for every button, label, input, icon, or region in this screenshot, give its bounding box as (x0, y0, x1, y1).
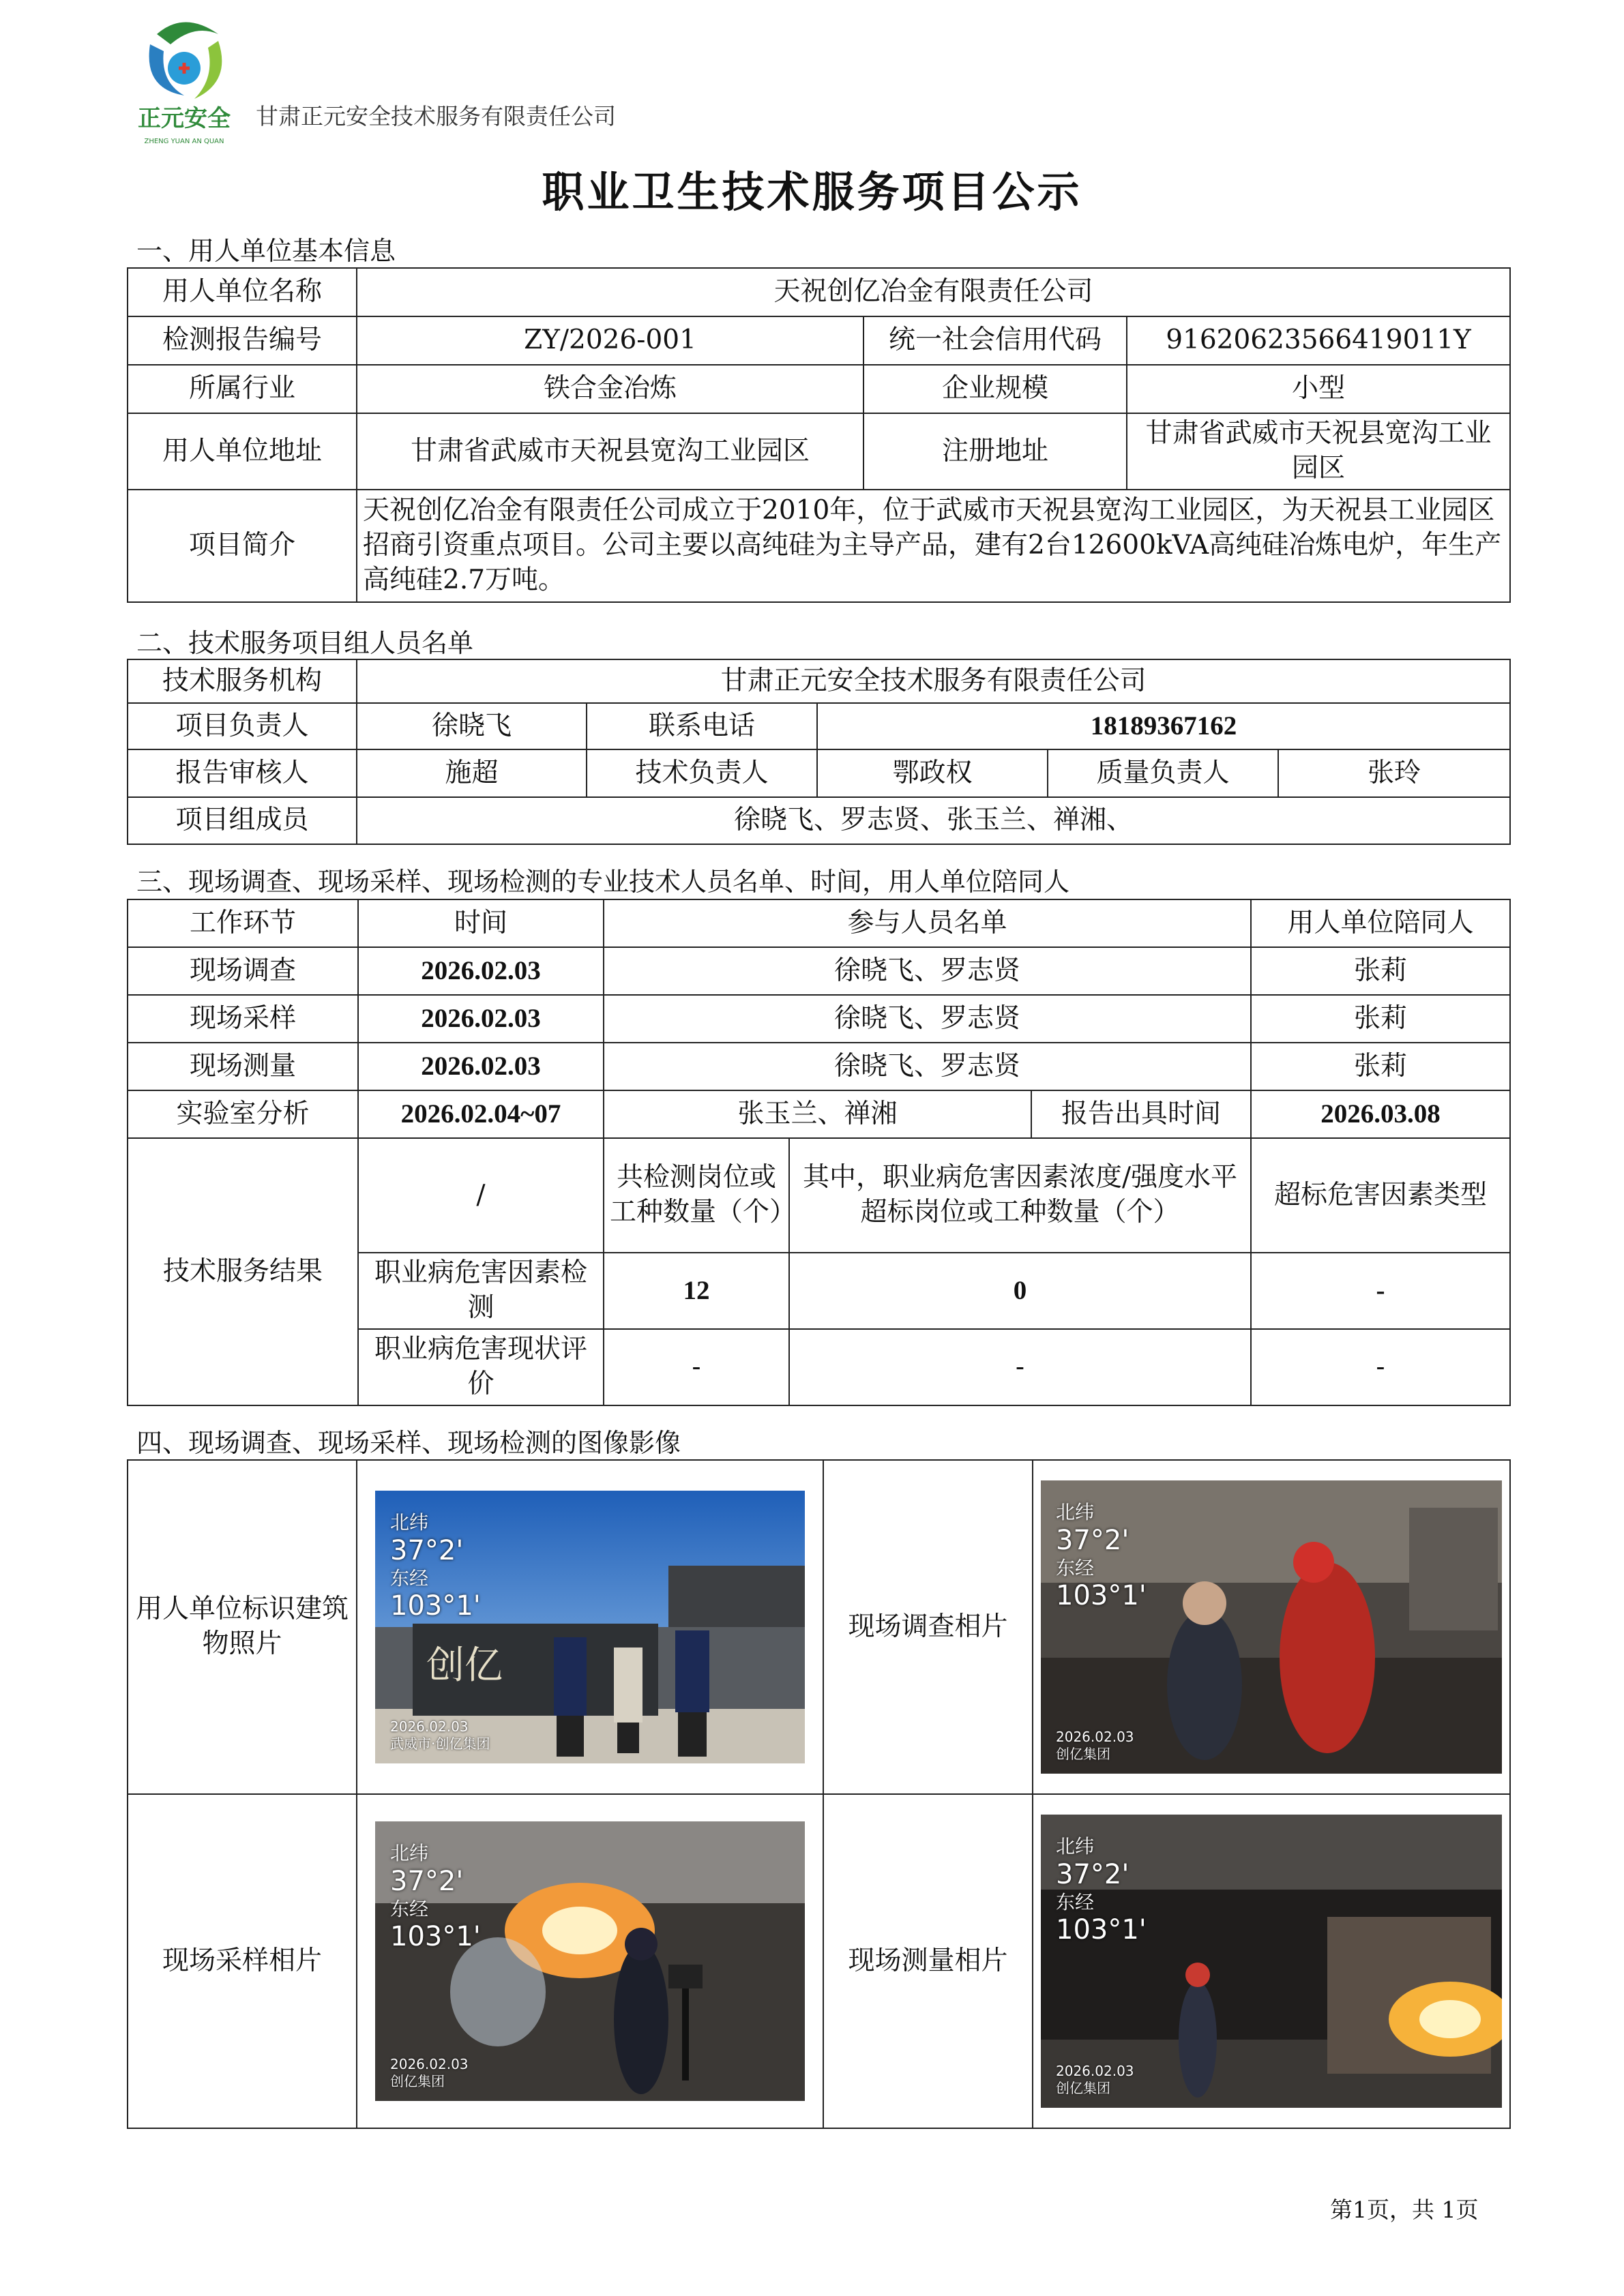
col-people: 参与人员名单 (604, 899, 1251, 947)
header (130, 14, 743, 150)
photo-cell (357, 1794, 823, 2128)
label-reg-address: 注册地址 (863, 413, 1127, 490)
unit-name: 天祝创亿冶金有限责任公司 (357, 268, 1510, 316)
label-leader: 项目负责人 (128, 703, 357, 749)
label-tech: 技术负责人 (587, 749, 817, 797)
photo-label-building: 用人单位标识建筑物照片 (128, 1460, 357, 1794)
company-logo (130, 14, 239, 150)
table-row (128, 1043, 1510, 1090)
section4-heading: 四、现场调查、现场采样、现场检测的图像影像 (136, 1428, 681, 1458)
lab-time: 2026.02.04~07 (358, 1090, 604, 1138)
scale: 小型 (1127, 365, 1510, 413)
photo-cell (357, 1460, 823, 1794)
result-count: - (604, 1329, 789, 1405)
members: 徐晓飞、罗志贤、张玉兰、禅湘、 (357, 797, 1510, 844)
time: 2026.02.03 (358, 1043, 604, 1090)
col-time: 时间 (358, 899, 604, 947)
result-item: 职业病危害因素检测 (358, 1253, 604, 1329)
photo-date: 2026.02.03 创亿集团 (390, 2056, 469, 2089)
basic-info-table (127, 267, 1511, 603)
photo-cell (1033, 1460, 1510, 1794)
label-credit-code: 统一社会信用代码 (863, 316, 1127, 365)
sampling-photo (375, 1821, 805, 2101)
section1-heading: 一、用人单位基本信息 (136, 236, 396, 266)
quality: 张玲 (1278, 749, 1510, 797)
label-address: 用人单位地址 (128, 413, 357, 490)
logo-text: 正元安全 (138, 105, 231, 132)
phone: 18189367162 (817, 703, 1510, 749)
escort: 张莉 (1251, 995, 1510, 1043)
label-reviewer: 报告审核人 (128, 749, 357, 797)
header-company: 甘肃正元安全技术服务有限责任公司 (256, 103, 616, 130)
photo-stamp: 北纬 37°2' 东经 103°1' (390, 1511, 481, 1622)
col-stage: 工作环节 (128, 899, 358, 947)
page-number: 第1页，共 1页 (1330, 2196, 1479, 2223)
label-members: 项目组成员 (128, 797, 357, 844)
photo-table (127, 1459, 1511, 2129)
table-row (128, 995, 1510, 1043)
lab-people: 张玉兰、禅湘 (604, 1090, 1031, 1138)
result-head-count: 共检测岗位或工种数量（个） (604, 1138, 789, 1253)
label-industry: 所属行业 (128, 365, 357, 413)
leader: 徐晓飞 (357, 703, 587, 749)
photo-label-survey: 现场调查相片 (823, 1460, 1033, 1794)
logo-pinyin: ZHENG YUAN AN QUAN (144, 138, 224, 145)
stage: 现场采样 (128, 995, 358, 1043)
field-table (127, 899, 1511, 1406)
photo-stamp: 北纬 37°2' 东经 103°1' (1056, 1835, 1147, 1946)
time: 2026.02.03 (358, 947, 604, 995)
building-photo (375, 1491, 805, 1763)
address: 甘肃省武威市天祝县宽沟工业园区 (357, 413, 863, 490)
label-report-no: 检测报告编号 (128, 316, 357, 365)
photo-date: 2026.02.03 创亿集团 (1056, 1729, 1134, 1762)
time: 2026.02.03 (358, 995, 604, 1043)
building-sign-text: 创亿 (426, 1643, 503, 1688)
section2-heading: 二、技术服务项目组人员名单 (136, 628, 474, 658)
escort: 张莉 (1251, 947, 1510, 995)
result-head-type: 超标危害因素类型 (1251, 1138, 1510, 1253)
photo-cell (1033, 1794, 1510, 2128)
industry: 铁合金冶炼 (357, 365, 863, 413)
report-time: 2026.03.08 (1251, 1090, 1510, 1138)
tech: 鄂政权 (817, 749, 1048, 797)
result-count: 12 (604, 1253, 789, 1329)
photo-label-sampling: 现场采样相片 (128, 1794, 357, 2128)
label-scale: 企业规模 (863, 365, 1127, 413)
people: 徐晓飞、罗志贤 (604, 947, 1251, 995)
result-head-slash: / (358, 1138, 604, 1253)
photo-stamp: 北纬 37°2' 东经 103°1' (1056, 1501, 1147, 1612)
people: 徐晓飞、罗志贤 (604, 1043, 1251, 1090)
label-org: 技术服务机构 (128, 659, 357, 703)
photo-date: 2026.02.03 武威市·创亿集团 (390, 1718, 490, 1752)
table-row (128, 947, 1510, 995)
label-intro: 项目简介 (128, 490, 357, 602)
escort: 张莉 (1251, 1043, 1510, 1090)
label-lab: 实验室分析 (128, 1090, 358, 1138)
org: 甘肃正元安全技术服务有限责任公司 (357, 659, 1510, 703)
reg-address: 甘肃省武威市天祝县宽沟工业园区 (1127, 413, 1510, 490)
section3-heading: 三、现场调查、现场采样、现场检测的专业技术人员名单、时间，用人单位陪同人 (136, 867, 1070, 897)
photo-stamp: 北纬 37°2' 东经 103°1' (390, 1842, 481, 1953)
label-quality: 质量负责人 (1048, 749, 1278, 797)
result-item: 职业病危害现状评价 (358, 1329, 604, 1405)
photo-date: 2026.02.03 创亿集团 (1056, 2063, 1134, 2096)
credit-code: 91620623566419011Y (1127, 316, 1510, 365)
result-exceed: - (789, 1329, 1251, 1405)
col-escort: 用人单位陪同人 (1251, 899, 1510, 947)
team-table (127, 659, 1511, 845)
measure-photo (1041, 1815, 1502, 2108)
stage: 现场测量 (128, 1043, 358, 1090)
result-type: - (1251, 1329, 1510, 1405)
result-head-exceed: 其中，职业病危害因素浓度/强度水平超标岗位或工种数量（个） (789, 1138, 1251, 1253)
result-type: - (1251, 1253, 1510, 1329)
label-report-time: 报告出具时间 (1031, 1090, 1251, 1138)
label-unit-name: 用人单位名称 (128, 268, 357, 316)
survey-photo (1041, 1480, 1502, 1774)
report-no: ZY/2026-001 (357, 316, 863, 365)
label-phone: 联系电话 (587, 703, 817, 749)
photo-label-measure: 现场测量相片 (823, 1794, 1033, 2128)
result-exceed: 0 (789, 1253, 1251, 1329)
page-title: 职业卫生技术服务项目公示 (542, 167, 1082, 217)
intro: 天祝创亿冶金有限责任公司成立于2010年，位于武威市天祝县宽沟工业园区，为天祝县工业园区招商引资重点项目。公司主要以高纯硅为主导产品，建有2台12600kVA高纯硅冶炼电炉，年生产高纯硅2.7万吨。 (357, 490, 1510, 602)
stage: 现场调查 (128, 947, 358, 995)
label-result: 技术服务结果 (128, 1138, 358, 1405)
reviewer: 施超 (357, 749, 587, 797)
people: 徐晓飞、罗志贤 (604, 995, 1251, 1043)
